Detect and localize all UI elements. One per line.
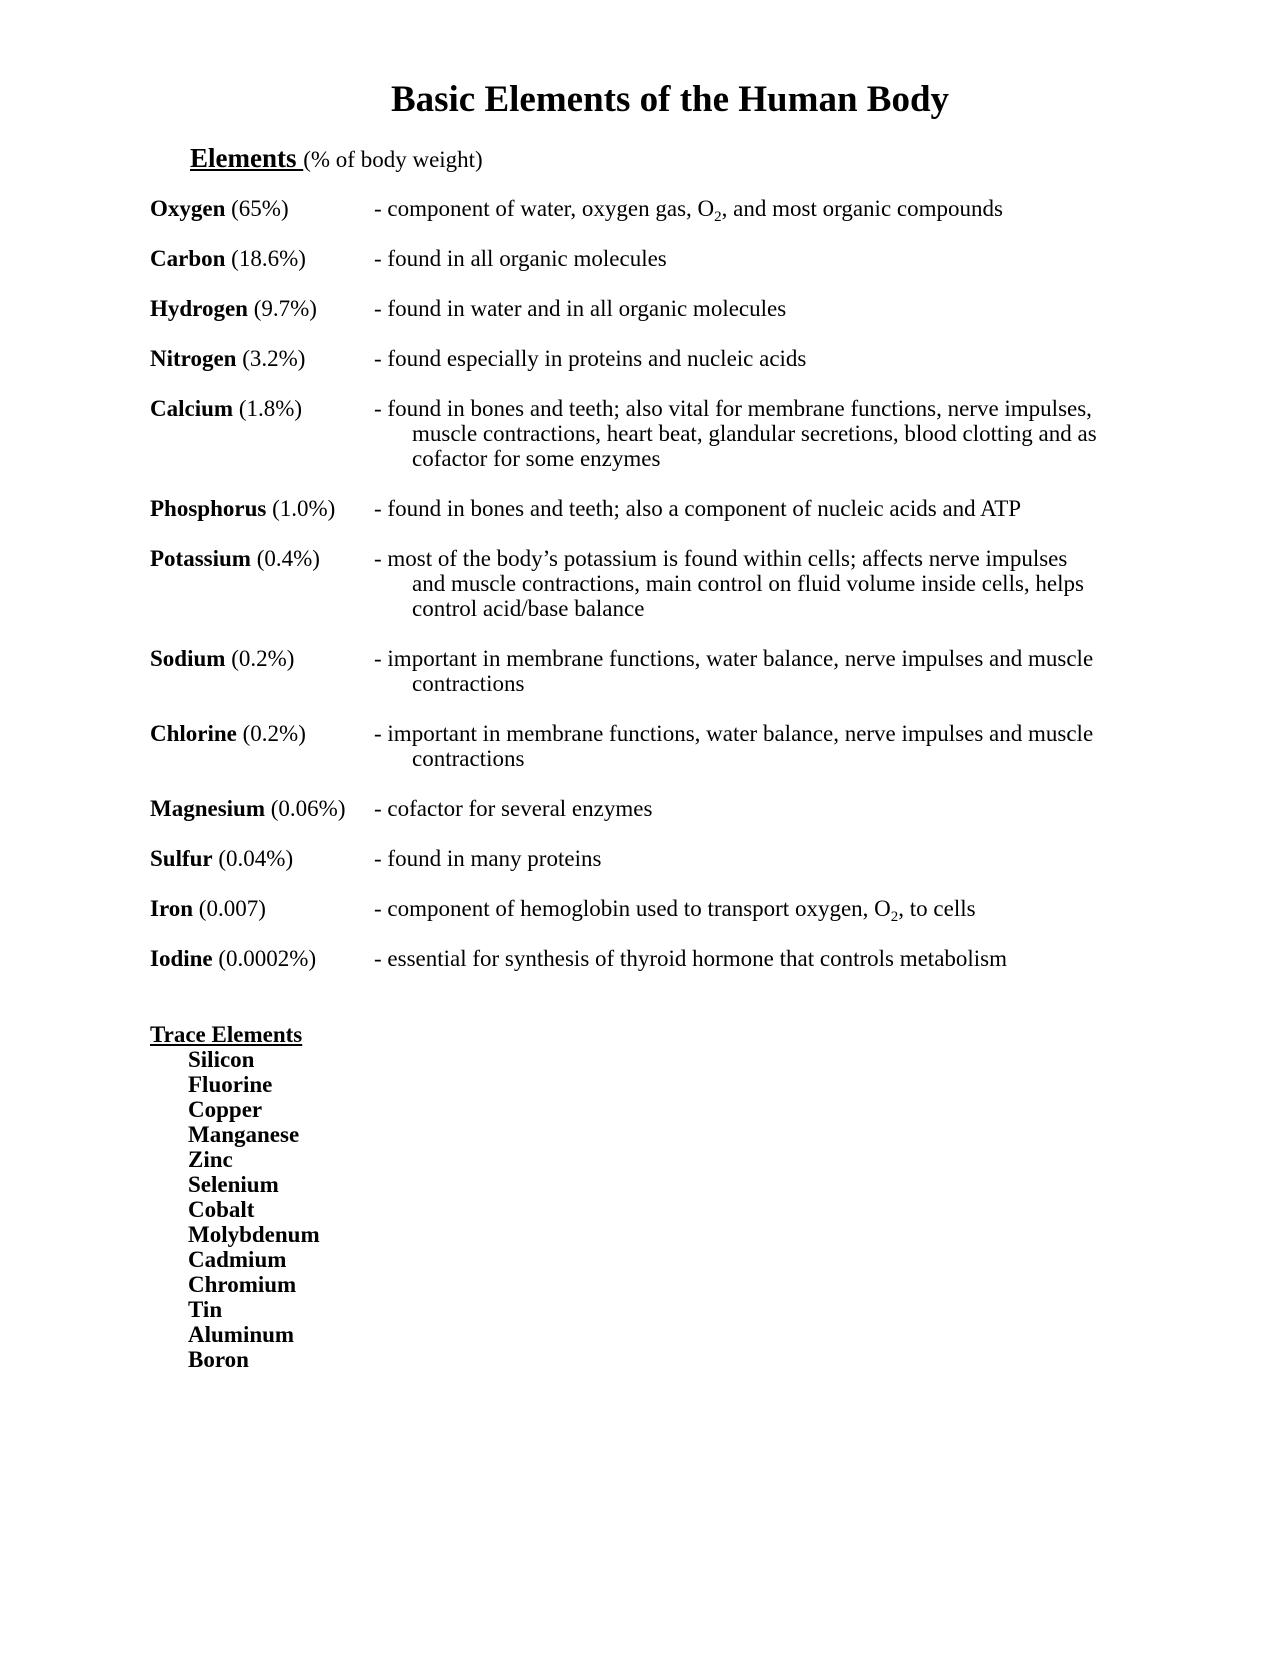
element-percent: (0.4%) — [250, 546, 320, 571]
element-description: - cofactor for several enzymes — [374, 796, 653, 821]
element-name: Chlorine — [150, 721, 237, 746]
element-description: - found especially in proteins and nucleic acids — [374, 346, 807, 371]
element-row-carbon — [150, 246, 1150, 296]
element-row-calcium — [150, 396, 1150, 496]
element-row-iron — [150, 896, 1150, 946]
element-percent: (65%) — [225, 196, 289, 221]
element-description — [374, 196, 1152, 225]
element-list — [150, 196, 1150, 996]
page-title: Basic Elements of the Human Body — [390, 79, 950, 120]
element-description: - found in bones and teeth; also a component of nucleic acids and ATP — [374, 496, 1022, 521]
element-name: Oxygen — [150, 196, 226, 221]
trace-element-item: Manganese — [188, 1122, 300, 1147]
description-text: - component of hemoglobin used to transport oxygen, O — [374, 896, 891, 921]
element-name: Carbon — [150, 246, 226, 271]
element-description: - important in membrane functions, water balance, nerve impulses and muscle contractions — [374, 721, 1094, 771]
element-row-sulfur — [150, 846, 1150, 896]
element-row-chlorine — [150, 721, 1150, 796]
subscript: 2 — [714, 209, 722, 225]
element-percent: (0.0002%) — [212, 946, 317, 971]
element-label — [150, 296, 317, 321]
element-label — [150, 246, 306, 271]
element-percent: (9.7%) — [247, 296, 317, 321]
trace-elements-list — [150, 1047, 320, 1372]
trace-element-item: Selenium — [188, 1172, 279, 1197]
element-description: - important in membrane functions, water balance, nerve impulses and muscle contractions — [374, 646, 1094, 696]
trace-element-item: Silicon — [188, 1047, 255, 1072]
trace-element-item: Molybdenum — [188, 1222, 320, 1247]
element-row-sodium — [150, 646, 1150, 721]
element-description: - found in all organic molecules — [374, 246, 667, 271]
element-description — [374, 896, 1152, 925]
element-name: Nitrogen — [150, 346, 237, 371]
element-percent: (0.2%) — [225, 646, 295, 671]
element-percent: (0.2%) — [236, 721, 306, 746]
element-description: - essential for synthesis of thyroid hormone that controls metabolism — [374, 946, 1008, 971]
description-text-end: , to cells — [898, 896, 976, 921]
element-percent: (1.0%) — [266, 496, 336, 521]
element-description: - most of the body’s potassium is found within cells; affects nerve impulses and muscle contractions, main control on fluid volume inside cells, helps control acid/base balance — [374, 546, 1084, 621]
element-label — [150, 946, 316, 971]
element-description: - found in water and in all organic molecules — [374, 296, 787, 321]
trace-element-item: Zinc — [188, 1147, 233, 1172]
element-name: Phosphorus — [150, 496, 267, 521]
elements-heading-note: (% of body weight) — [303, 147, 483, 172]
element-description: - found in bones and teeth; also vital for membrane functions, nerve impulses, muscle contractions, heart beat, glandular secretions, blood clotting and as cofactor for some enzymes — [374, 396, 1097, 471]
element-name: Iodine — [150, 946, 213, 971]
element-label — [150, 346, 305, 371]
element-name: Sulfur — [150, 846, 213, 871]
element-row-magnesium — [150, 796, 1150, 846]
trace-element-item: Chromium — [188, 1272, 297, 1297]
element-description: - found in many proteins — [374, 846, 602, 871]
element-row-hydrogen — [150, 296, 1150, 346]
element-label — [150, 896, 266, 921]
element-row-iodine — [150, 946, 1150, 996]
element-name: Hydrogen — [150, 296, 248, 321]
trace-element-item: Copper — [188, 1097, 263, 1122]
trace-element-item: Tin — [188, 1297, 223, 1322]
trace-element-item: Aluminum — [188, 1322, 295, 1347]
element-row-potassium — [150, 546, 1150, 646]
element-row-oxygen — [150, 196, 1150, 246]
element-percent: (0.06%) — [265, 796, 346, 821]
element-label — [150, 546, 320, 571]
trace-element-item: Cadmium — [188, 1247, 287, 1272]
element-label — [150, 196, 289, 221]
element-label — [150, 796, 345, 821]
description-text-end: , and most organic compounds — [721, 196, 1003, 221]
trace-element-item: Boron — [188, 1347, 249, 1372]
elements-heading-label: Elements — [190, 143, 304, 173]
element-percent: (0.04%) — [212, 846, 294, 871]
trace-elements-heading: Trace Elements — [150, 1022, 303, 1047]
element-percent: (0.007) — [193, 896, 266, 921]
description-text: - component of water, oxygen gas, O — [374, 196, 715, 221]
element-percent: (3.2%) — [236, 346, 306, 371]
element-label — [150, 721, 306, 746]
element-label — [150, 396, 302, 421]
element-name: Potassium — [150, 546, 251, 571]
subscript: 2 — [890, 909, 899, 925]
element-label — [150, 646, 294, 671]
element-name: Iron — [150, 896, 194, 921]
element-row-nitrogen — [150, 346, 1150, 396]
element-percent: (18.6%) — [225, 246, 306, 271]
element-name: Magnesium — [150, 796, 265, 821]
element-label — [150, 846, 293, 871]
element-name: Calcium — [150, 396, 234, 421]
element-label — [150, 496, 335, 521]
element-percent: (1.8%) — [233, 396, 303, 421]
element-name: Sodium — [150, 646, 226, 671]
element-row-phosphorus — [150, 496, 1150, 546]
trace-elements-section — [150, 1022, 320, 1372]
elements-heading — [190, 142, 483, 176]
trace-element-item: Fluorine — [188, 1072, 273, 1097]
trace-element-item: Cobalt — [188, 1197, 255, 1222]
